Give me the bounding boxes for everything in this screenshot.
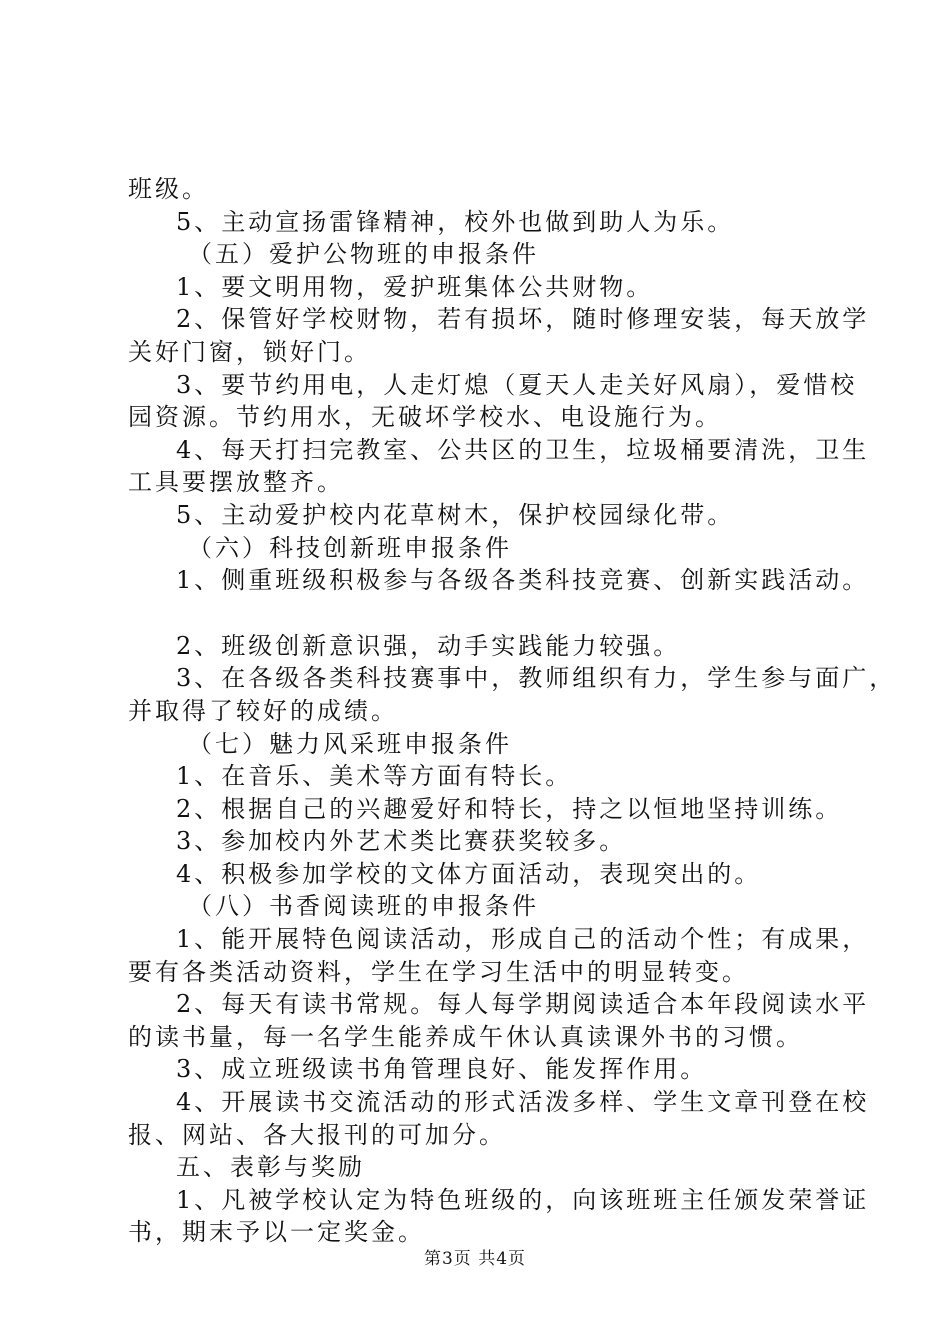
text-line: 五、表彰与奖励 (176, 1153, 365, 1182)
text-line: 1、要文明用物，爱护班集体公共财物。 (176, 272, 654, 301)
text-line: 要有各类活动资料，学生在学习生活中的明显转变。 (128, 957, 749, 986)
text-line: 2、每天有读书常规。每人每学期阅读适合本年段阅读水平 (176, 990, 870, 1019)
text-line: 3、在各级各类科技赛事中，教师组织有力，学生参与面广， (176, 664, 897, 693)
blank-line (128, 597, 828, 630)
text-line: 2、根据自己的兴趣爱好和特长，持之以恒地坚持训练。 (176, 794, 843, 823)
page-footer: 第3页 共4页 (423, 1249, 527, 1269)
text-line: 的读书量，每一名学生能养成午休认真读课外书的习惯。 (128, 1022, 803, 1051)
section-heading: （七）魅力风采班申报条件 (188, 729, 512, 758)
text-line: 书，期末予以一定奖金。 (128, 1218, 425, 1247)
text-line: 5、主动宣扬雷锋精神，校外也做到助人为乐。 (176, 207, 735, 236)
text-line: 1、能开展特色阅读活动，形成自己的活动个性；有成果， (176, 925, 870, 954)
text-line: 园资源。节约用水，无破坏学校水、电设施行为。 (128, 403, 722, 432)
text-line: 4、开展读书交流活动的形式活泼多样、学生文章刊登在校 (176, 1088, 870, 1117)
document-body (128, 173, 897, 1249)
text-line: 1、凡被学校认定为特色班级的，向该班班主任颁发荣誉证 (176, 1185, 870, 1214)
text-line: 4、积极参加学校的文体方面活动，表现突出的。 (176, 859, 762, 888)
text-line: 3、参加校内外艺术类比赛获奖较多。 (176, 827, 627, 856)
text-line: 3、要节约用电，人走灯熄（夏天人走关好风扇），爱惜校 (176, 370, 858, 399)
section-heading: （五）爱护公物班的申报条件 (188, 240, 539, 269)
text-line: 3、成立班级读书角管理良好、能发挥作用。 (176, 1055, 708, 1084)
text-line: 4、每天打扫完教室、公共区的卫生，垃圾桶要清洗，卫生 (176, 435, 870, 464)
section-heading: （八）书香阅读班的申报条件 (188, 892, 539, 921)
section-heading: （六）科技创新班申报条件 (188, 533, 512, 562)
text-line: 报、网站、各大报刊的可加分。 (128, 1120, 506, 1149)
text-line: 2、班级创新意识强，动手实践能力较强。 (176, 631, 681, 660)
text-line: 1、侧重班级积极参与各级各类科技竞赛、创新实践活动。 (176, 566, 870, 595)
text-line: 关好门窗，锁好门。 (128, 337, 371, 366)
text-line: 工具要摆放整齐。 (128, 468, 344, 497)
text-line: 并取得了较好的成绩。 (128, 696, 398, 725)
text-line: 2、保管好学校财物，若有损坏，随时修理安装，每天放学 (176, 305, 870, 334)
text-line: 班级。 (128, 175, 209, 203)
text-line: 1、在音乐、美术等方面有特长。 (176, 762, 573, 791)
text-line: 5、主动爱护校内花草树木，保护校园绿化带。 (176, 500, 735, 529)
